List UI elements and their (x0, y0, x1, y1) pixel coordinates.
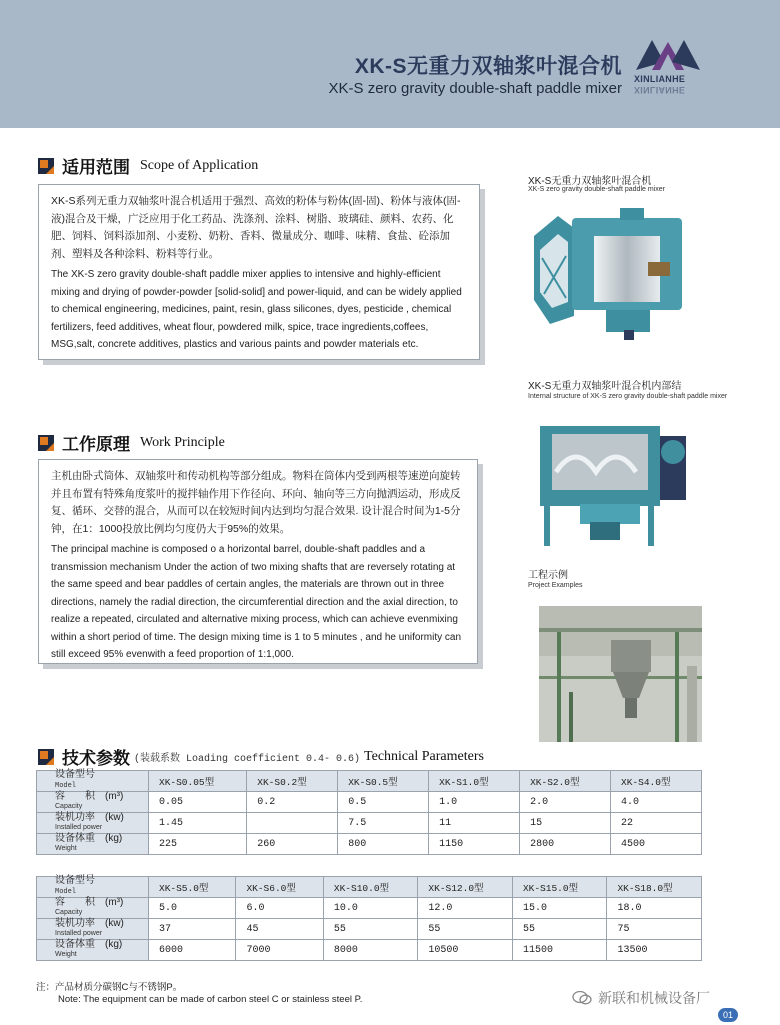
table-cell: 11500 (512, 940, 607, 961)
table-cell: 1.0 (429, 792, 520, 813)
table-cell: 75 (607, 919, 702, 940)
table-cell: 0.05 (149, 792, 247, 813)
work-text-en: The principal machine is composed o a horizontal barrel, double-shaft paddles and a transmission mechanism Under the action of two mixing shafts that are reversely rotating at the same speed and bear paddles of certain angles, the materials are thrown out in three directions, namely the radial direction, the circumferential direction and the axial direction, to realize a repeated, circulated and alternative mixing process, which can achieve evenmixing within a short period of time. The design mixing time is 1 to 5 minutes , and he uniformity can still exceed 95% evenwith a feed proportion of 1:1,000. (51, 544, 462, 660)
spec-table-2 (36, 876, 702, 961)
material-note-cn: 注：产品材质分碳钢C与不锈钢P。 (36, 982, 183, 993)
table-cell: 800 (338, 834, 429, 855)
project-example-photo (539, 606, 702, 742)
table-cell: 7.5 (338, 813, 429, 834)
scope-heading (38, 153, 258, 178)
table-row: 设备型号 Model XK-S0.05型 XK-S0.2型 XK-S0.5型 XK-S1.0型 XK-S2.0型 XK-S4.0型 (37, 771, 702, 792)
table-cell: 37 (149, 919, 236, 940)
table-cell: 15.0 (512, 898, 607, 919)
table-cell: XK-S2.0型 (520, 771, 611, 792)
table-row: 装机功率 (kw) Installed power 37 45 55 55 55 75 (37, 919, 702, 940)
tech-loading-note: (装载系数 Loading coefficient 0.4- 0.6) (134, 753, 361, 765)
scope-textbox (38, 184, 480, 360)
table-cell: 1150 (429, 834, 520, 855)
scope-title-en: Scope of Application (140, 157, 259, 173)
table-cell: 7000 (236, 940, 323, 961)
table-cell: XK-S0.2型 (247, 771, 338, 792)
tech-title-en: Technical Parameters (364, 748, 484, 764)
table-cell: XK-S4.0型 (611, 771, 702, 792)
scope-text-en: The XK-S zero gravity double-shaft paddle mixer applies to intensive and highly-efficient mixing and drying of powder-powder [solid-solid] and power-liquid, and can be widely applied to chemical engineering, medicines, paint, resin, glass silicones, dyes, pesticide , chemical fertilizers, feed additives, wheat flour, powdered milk, spice, trace ingredients,coffees, MSG,salt, concrete additives, plastics and various paints and powder materials etc. (51, 269, 462, 350)
table-cell: 11 (429, 813, 520, 834)
table-cell: 0.5 (338, 792, 429, 813)
table-cell: 55 (323, 919, 418, 940)
table-cell (247, 813, 338, 834)
table-cell: 6.0 (236, 898, 323, 919)
photo1-caption-cn: XK-S无重力双轴浆叶混合机 (528, 176, 652, 187)
table-cell: 225 (149, 834, 247, 855)
table-row: 容 积 (m³) Capacity 5.0 6.0 10.0 12.0 15.0 18.0 (37, 898, 702, 919)
scope-title-cn: 适用范围 (62, 158, 130, 177)
table-cell: 4.0 (611, 792, 702, 813)
table-cell: 22 (611, 813, 702, 834)
table-cell: 45 (236, 919, 323, 940)
logo-wordmark: XINLIANHE (634, 74, 686, 84)
table-cell: XK-S12.0型 (418, 877, 513, 898)
table-cell: 13500 (607, 940, 702, 961)
table-row: 容 积 (m³) Capacity 0.05 0.2 0.5 1.0 2.0 4.0 (37, 792, 702, 813)
wechat-account-name: 新联和机械设备厂 (598, 990, 710, 1006)
table-cell: XK-S5.0型 (149, 877, 236, 898)
table-cell: 10.0 (323, 898, 418, 919)
mixer-photo (528, 198, 706, 348)
table-cell: 2.0 (520, 792, 611, 813)
logo-wordmark-reflection: XINLIANHE (634, 85, 686, 95)
table-row: 设备型号 Model XK-S5.0型 XK-S6.0型 XK-S10.0型 XK-S12.0型 XK-S15.0型 XK-S18.0型 (37, 877, 702, 898)
table-cell: 6000 (149, 940, 236, 961)
wechat-watermark (572, 988, 710, 1008)
table-cell: 1.45 (149, 813, 247, 834)
photo2-caption-en: Internal structure of XK-S zero gravity double-shaft paddle mixer (528, 393, 728, 400)
table-cell: 10500 (418, 940, 513, 961)
table-cell: 0.2 (247, 792, 338, 813)
table-cell: XK-S0.5型 (338, 771, 429, 792)
table-cell: 260 (247, 834, 338, 855)
header-title-en: XK-S zero gravity double-shaft paddle mixer (328, 80, 622, 97)
page-header (0, 0, 780, 128)
work-title-cn: 工作原理 (62, 435, 130, 454)
table-row: 设备体重 (kg) Weight 225 260 800 1150 2800 4500 (37, 834, 702, 855)
table-cell: XK-S0.05型 (149, 771, 247, 792)
tech-heading (38, 744, 484, 769)
table-row: 设备体重 (kg) Weight 6000 7000 8000 10500 11500 13500 (37, 940, 702, 961)
work-heading (38, 430, 225, 455)
scope-text-cn: XK-S系列无重力双轴浆叶混合机适用于强烈、高效的粉体与粉体(固-固)、粉体与液体(固-液)混合及干燥，广泛应用于化工药品、洗涤剂、涂料、树脂、玻璃硅、颜料、农药、化肥、饲料、饲料添加剂、小麦粉、奶粉、香料、微量成分、咖啡、味精、食盐、砼添加剂、塑料及各种涂料、粉料等行业。 (51, 195, 461, 260)
photo2-caption-cn: XK-S无重力双轴浆叶混合机内部结 (528, 381, 682, 392)
section-marker-icon (38, 749, 54, 765)
work-text-cn: 主机由卧式筒体、双轴浆叶和传动机构等部分组成。物料在筒体内受到两根等速逆向旋转并且布置有特殊角度浆叶的搅拌轴作用下作径向、环向、轴向等三方向抛洒运动，形成反复、循环、交替的混合，从而可以在较短时间内达到均匀混合效果. 设计混合时间为1-5分钟，在1：1000投放比例均匀度仍大于95%的效果。 (51, 470, 461, 535)
table-cell: 12.0 (418, 898, 513, 919)
table-cell: 18.0 (607, 898, 702, 919)
table-cell: 5.0 (149, 898, 236, 919)
header-title-cn: XK-S无重力双轴浆叶混合机 (354, 55, 622, 78)
section-marker-icon (38, 435, 54, 451)
photo3-caption-en: Project Examples (528, 582, 583, 589)
work-title-en: Work Principle (140, 434, 225, 450)
table-cell: 8000 (323, 940, 418, 961)
table-cell: 55 (512, 919, 607, 940)
photo1-caption-en: XK-S zero gravity double-shaft paddle mixer (528, 186, 665, 193)
page-number: 01 (718, 1008, 738, 1022)
table-cell: 2800 (520, 834, 611, 855)
table-cell: 4500 (611, 834, 702, 855)
table-row: 装机功率 (kw) Installed power 1.45 7.5 11 15 22 (37, 813, 702, 834)
table-cell: 15 (520, 813, 611, 834)
photo3-caption-cn: 工程示例 (528, 570, 568, 581)
internal-structure-photo (530, 412, 706, 554)
section-marker-icon (38, 158, 54, 174)
table-cell: XK-S10.0型 (323, 877, 418, 898)
table-cell: XK-S15.0型 (512, 877, 607, 898)
material-note (36, 982, 362, 1006)
spec-table-1 (36, 770, 702, 855)
table-cell: XK-S1.0型 (429, 771, 520, 792)
table-cell: XK-S6.0型 (236, 877, 323, 898)
table-cell: XK-S18.0型 (607, 877, 702, 898)
work-textbox (38, 459, 478, 664)
table-cell: 55 (418, 919, 513, 940)
wechat-icon (572, 991, 592, 1005)
material-note-en: Note: The equipment can be made of carbon steel C or stainless steel P. (58, 994, 363, 1005)
tech-title-cn: 技术参数 (62, 749, 130, 768)
